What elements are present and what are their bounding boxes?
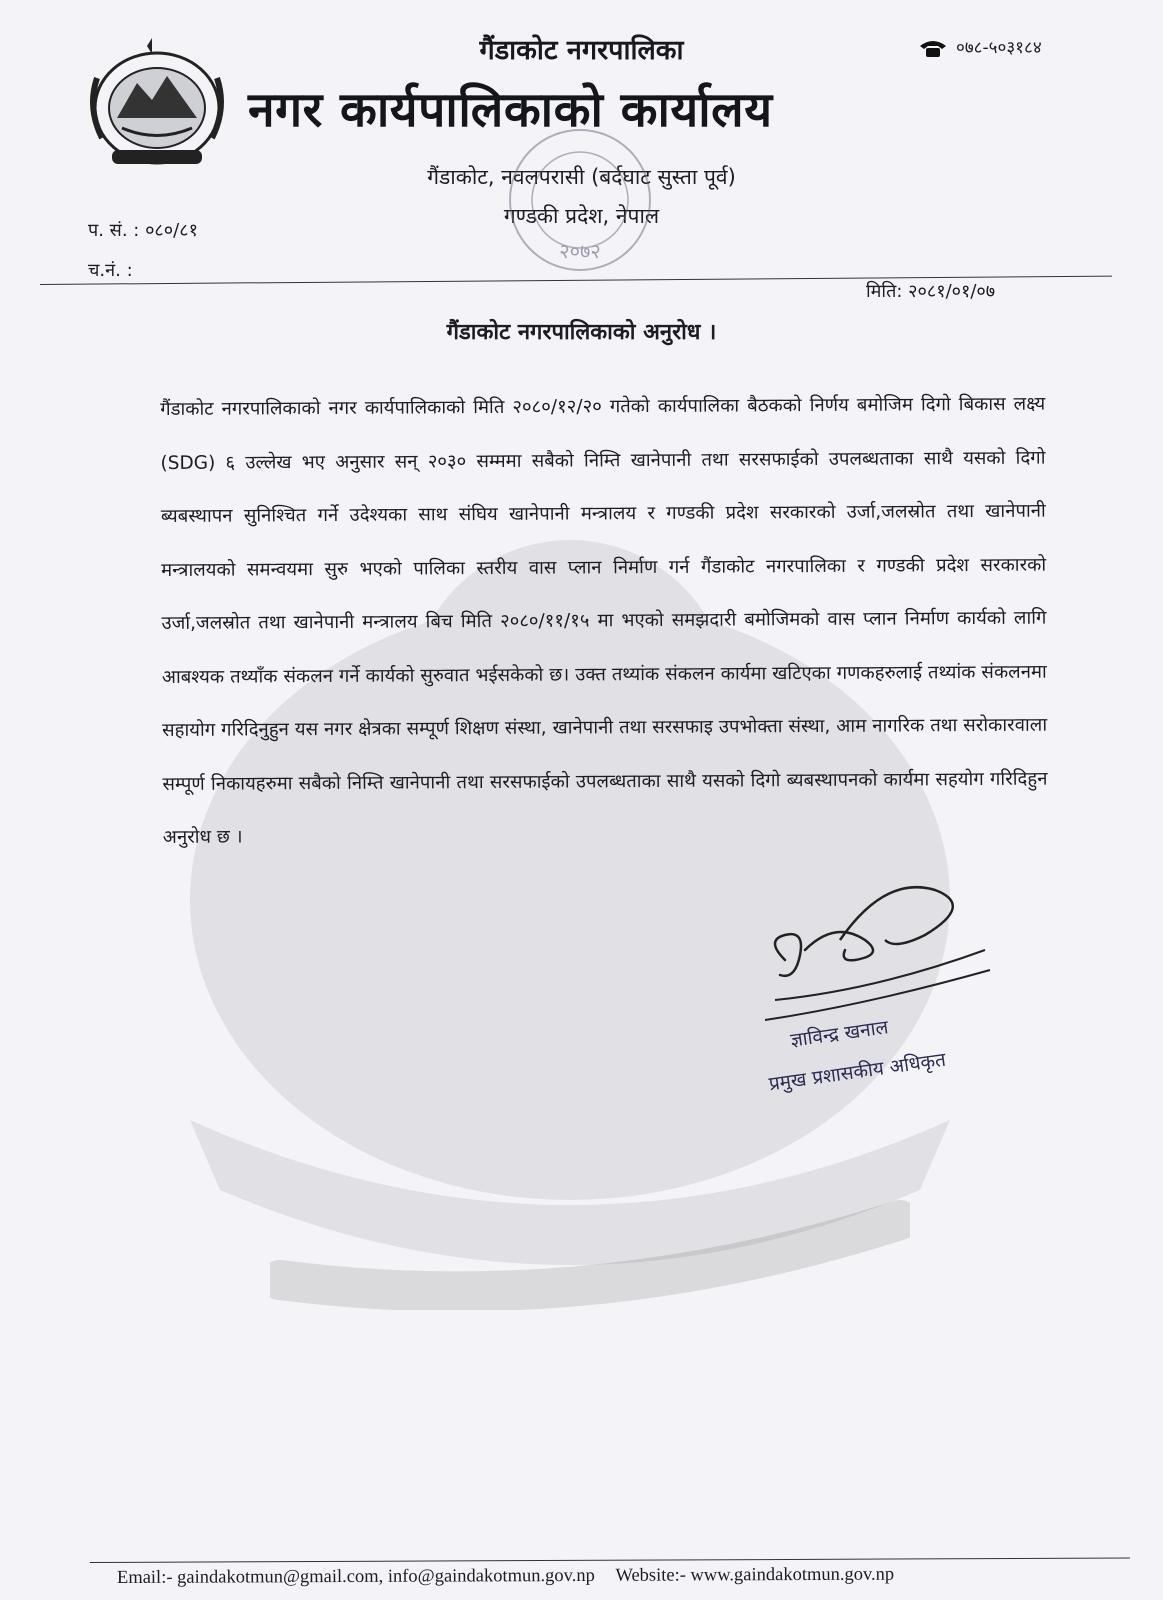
footer-website: Website:- www.gaindakotmun.gov.np	[615, 1564, 895, 1586]
phone-number: ०७८-५०३१८४	[956, 38, 1042, 58]
municipality-name: गैंडाकोट नगरपालिका	[479, 35, 684, 66]
office-stamp	[500, 120, 660, 280]
office-address: गैंडाकोट, नवलपरासी (बर्दघाट सुस्ता पूर्व)	[427, 165, 736, 189]
letter-subject: गैंडाकोट नगरपालिकाको अनुरोध ।	[446, 320, 717, 345]
letter-body: गैंडाकोट नगरपालिकाको नगर कार्यपालिकाको मिति २०८०/१२/२० गतेको कार्यपालिका बैठकको निर्णय बमोजिम दिगो बिकास लक्ष्य (SDG) ६ उल्लेख भए अनुसार सन् २०३० सम्ममा सबैको निम्ति खानेपानी तथा सरसफाईको उपलब्धताका साथै यसको दिगो ब्यबस्थापन सुनिश्चित गर्ने उदेश्यका साथ संघिय खानेपानी मन्त्रालय र गण्डकी प्रदेश सरकारको उर्जा,जलस्रोत तथा खानेपानी मन्त्रालयको समन्वयमा सुरु भएको पालिका स्तरीय वास प्लान निर्माण गर्न गैंडाकोट नगरपालिका र गण्डकी प्रदेश सरकारको उर्जा,जलस्रोत तथा खानेपानी मन्त्रालय बिच मिति २०८०/११/१५ मा भएको समझदारी बमोजिमको वास प्लान निर्माण कार्यको लागि आबश्यक तथ्याँक संकलन गर्ने कार्यको सुरुवात भईसकेको छ। उक्त तथ्यांक संकलन कार्यमा खटिएका गणकहरुलाई तथ्यांक संकलनमा सहायोग गरिदिनुहुन यस नगर क्षेत्रका सम्पूर्ण शिक्षण संस्था, खानेपानी तथा सरसफाइ उपभोक्ता संस्था, आम नागरिक तथा सरोकारवाला सम्पूर्ण निकायहरुमा सबैको निम्ति खानेपानी तथा सरसफाईको उपलब्धताका साथै यसको दिगो ब्यबस्थापनको कार्यमा सहयोग गरिदिहुन अनुरोध छ ।	[160, 393, 1048, 848]
footer-contact	[117, 1565, 894, 1589]
signatory-title: प्रमुख प्रशासकीय अधिकृत	[767, 1048, 948, 1096]
signatory-name: ज्ञाविन्द्र खनाल	[789, 1016, 890, 1052]
reference-number: प. सं. : ०८०/८१	[88, 220, 198, 241]
dispatch-number: च.नं. :	[88, 260, 133, 281]
footer-divider	[90, 1557, 1130, 1563]
footer-email: Email:- gaindakotmun@gmail.com, info@gaindakotmun.gov.np	[116, 1565, 595, 1588]
motto-watermark	[270, 1200, 910, 1310]
province-line: गण्डकी प्रदेश, नेपाल	[503, 204, 660, 228]
stamp-year: २०७२	[559, 239, 601, 263]
office-title: नगर कार्यपालिकाको कार्यालय	[248, 82, 773, 138]
telephone-icon	[918, 38, 948, 58]
letter-date: मिति: २०८१/०१/०७	[866, 281, 996, 302]
phone-number-block	[918, 35, 1042, 58]
